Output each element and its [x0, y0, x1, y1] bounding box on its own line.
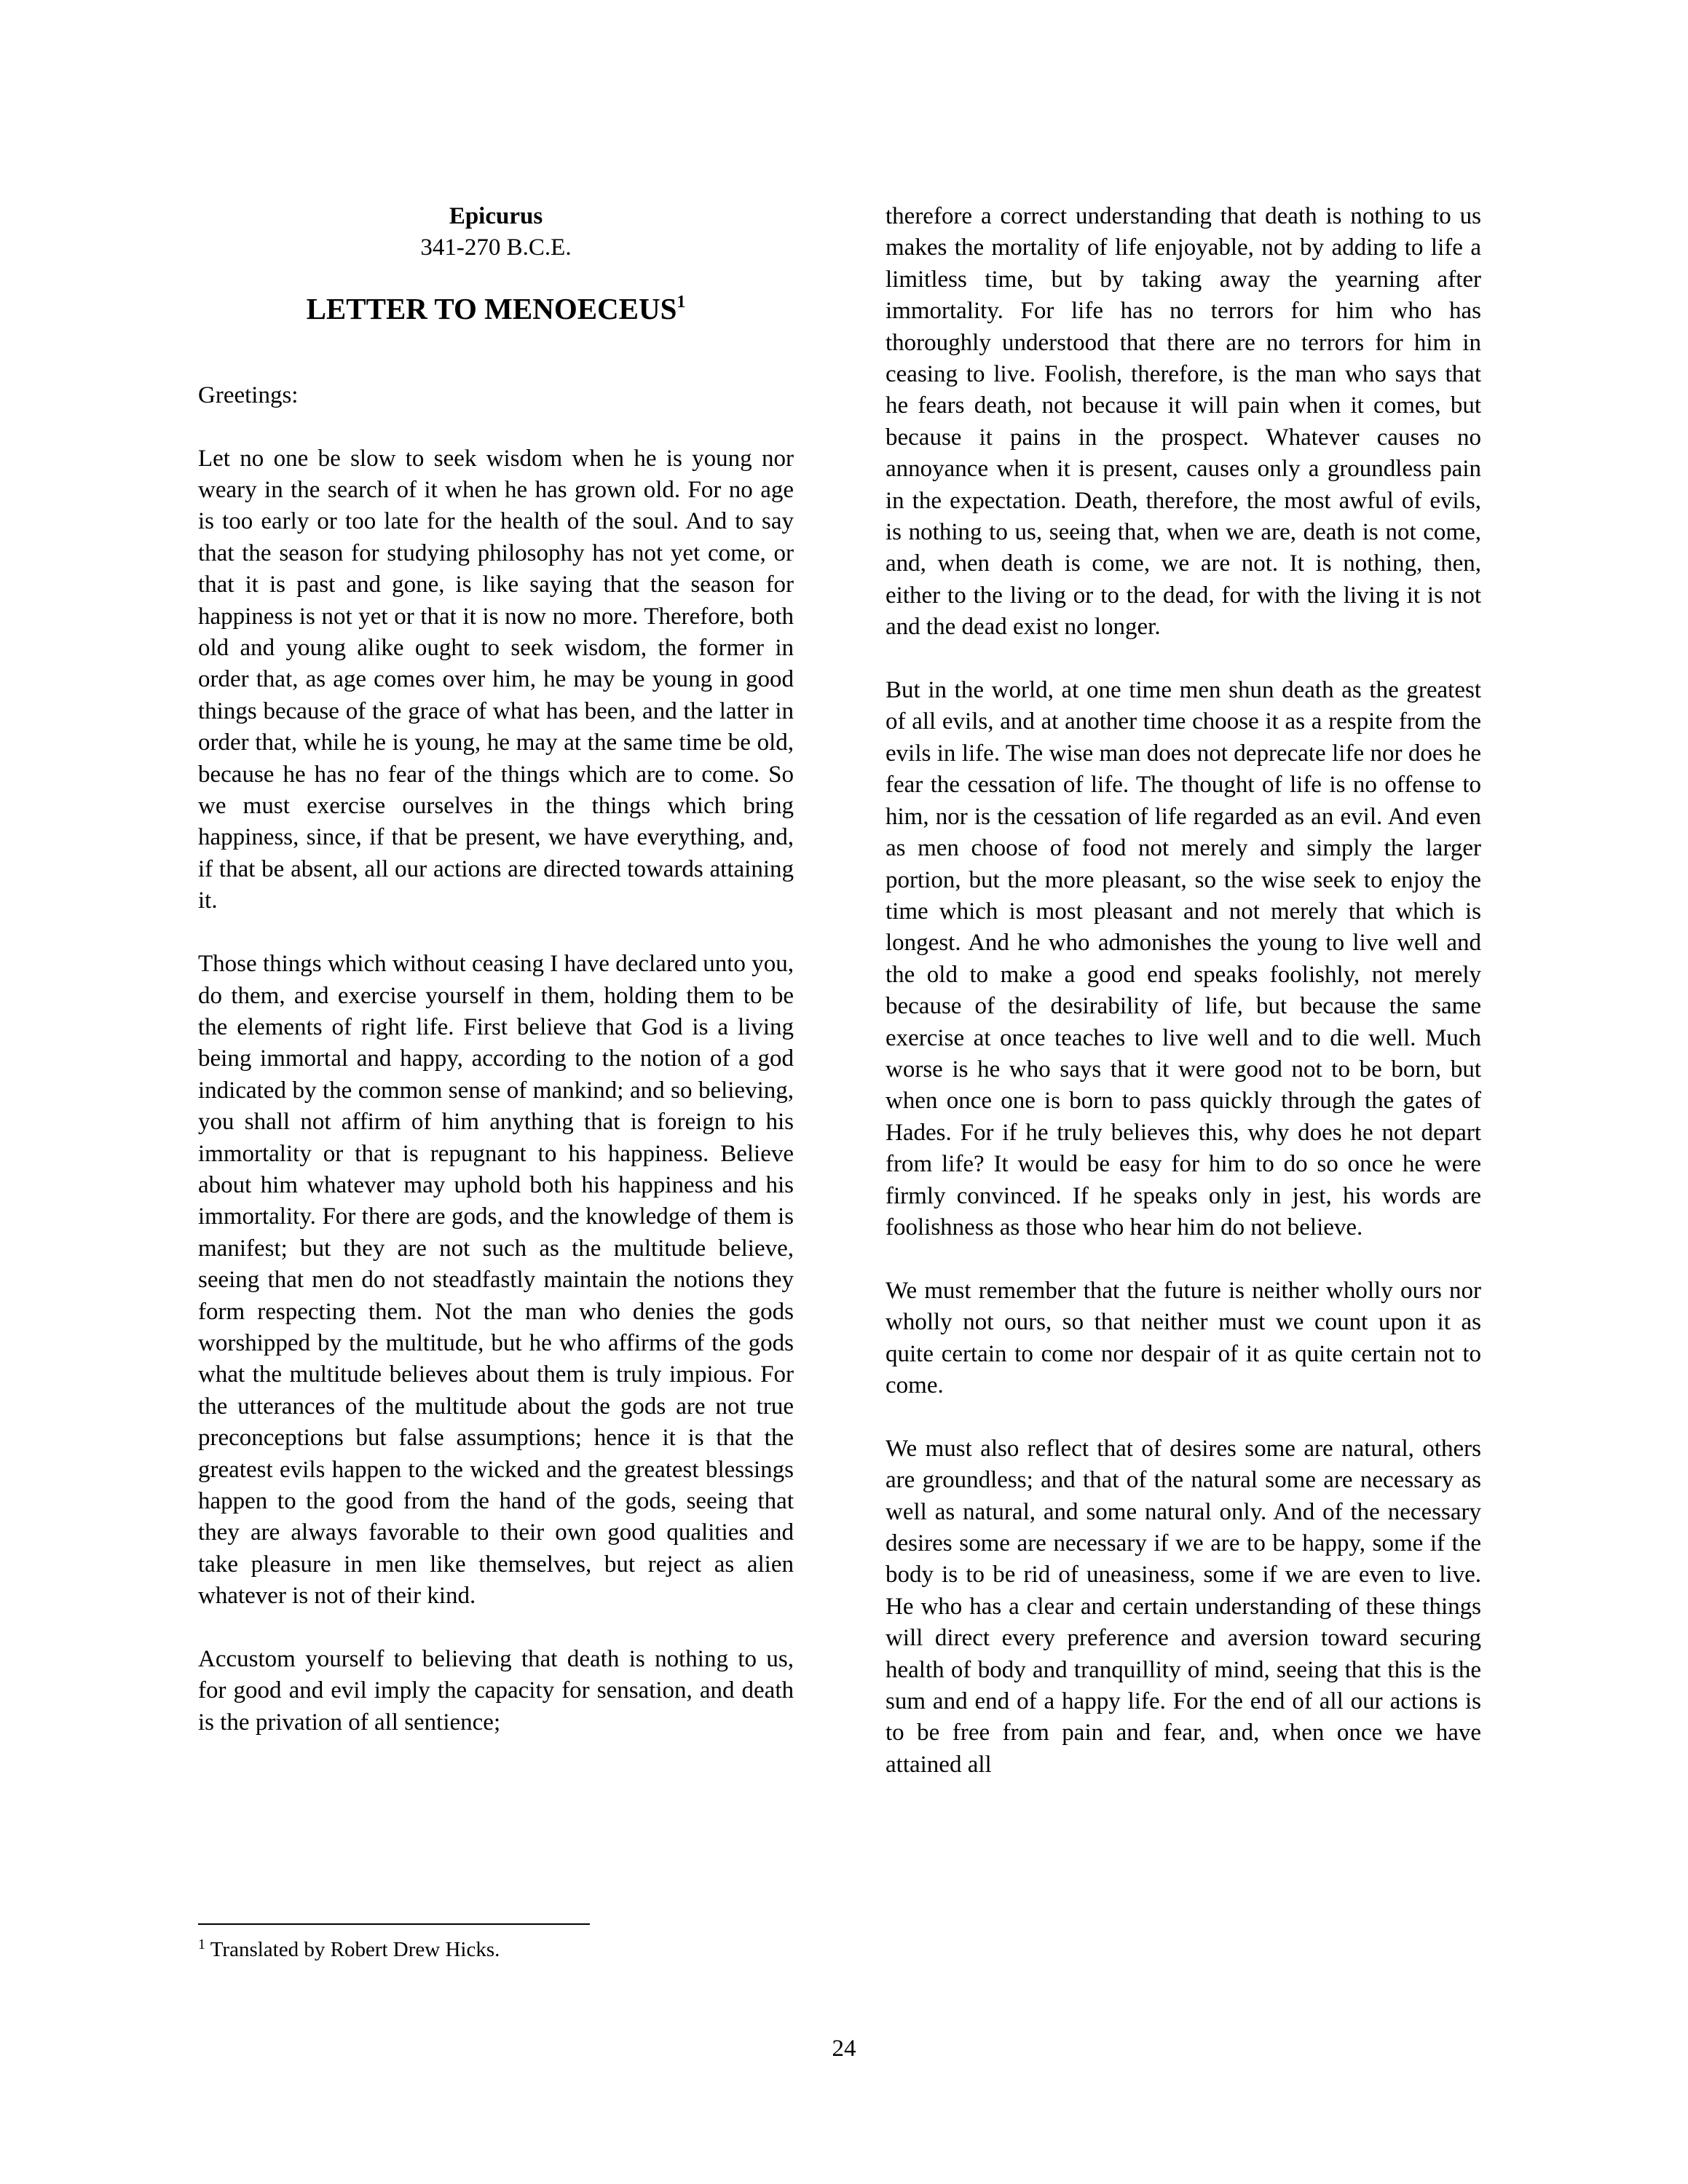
- paragraph: We must remember that the future is neither wholly ours nor wholly not ours, so that neither must we count upon it as quite certain to come nor despair of it as quite certain not to come.: [886, 1277, 1481, 1398]
- letter-title: [198, 290, 794, 327]
- letter-title-text: LETTER TO MENOECEUS: [306, 291, 677, 325]
- left-text-column: [198, 201, 794, 1770]
- right-text-column: [886, 201, 1481, 1813]
- paragraph: Accustom yourself to believing that death is nothing to us, for good and evil imply the capacity for sensation, and death is the privation of all sentience;: [198, 1646, 794, 1736]
- paragraph: therefore a correct understanding that death is nothing to us makes the mortality of life enjoyable, not by adding to life a limitless time, but by taking away the yearning after immortality. For life has no terrors for him who has thoroughly understood that there are no terrors for him in ceasing to live. Foolish, therefore, is the man who says that he fears death, not because it will pain when it comes, but because it pains in the prospect. Whatever causes no annoyance when it is present, causes only a groundless pain in the expectation. Death, therefore, the most awful of evils, is nothing to us, seeing that, when we are, death is not come, and, when death is come, we are not. It is nothing, then, either to the living or to the dead, for with the living it is not and the dead exist no longer.: [886, 203, 1481, 641]
- paragraph: We must also reflect that of desires some are natural, others are groundless; and that of the natural some are necessary as well as natural, and some natural only. And of the necessary desires some are necessary if we are to be happy, some if the body is to be rid of uneasiness, some if we are even to live. He who has a clear and certain understanding of these things will direct every preference and aversion toward securing health of body and tranquillity of mind, seeing that this is the sum and end of a happy life. For the end of all our actions is to be free from pain and fear, and, when once we have attained all: [886, 1435, 1481, 1778]
- document-header: [198, 201, 794, 327]
- footnote-text: Translated by Robert Drew Hicks.: [210, 1938, 500, 1961]
- salutation: Greetings:: [198, 381, 299, 408]
- paragraph: Let no one be slow to seek wisdom when he is young nor weary in the search of it when he has grown old. For no age is too early or too late for the health of the soul. And to say that the season for studying philosophy has not yet come, or that it is past and gone, is like saying that the season for happiness is not yet or that it is now no more. Therefore, both old and young alike ought to seek wisdom, the former in order that, as age comes over him, he may be young in good things because of the grace of what has been, and the latter in order that, while he is young, he may at the same time be old, because he has no fear of the things which are to come. So we must exercise ourselves in the things which bring happiness, since, if that be present, we have everything, and, if that be absent, all our actions are directed towards attaining it.: [198, 445, 794, 914]
- page-number: 24: [832, 2035, 856, 2062]
- paragraph: Those things which without ceasing I have declared unto you, do them, and exercise yourself in them, holding them to be the elements of right life. First believe that God is a living being immortal and happy, according to the notion of a god indicated by the common sense of mankind; and so believing, you shall not affirm of him anything that is foreign to his immortality or that is repugnant to his happiness. Believe about him whatever may uphold both his happiness and his immortality. For there are gods, and the knowledge of them is manifest; but they are not such as the multitude believe, seeing that men do not steadfastly maintain the notions they form respecting them. Not the man who denies the gods worshipped by the multitude, but he who affirms of the gods what the multitude believes about them is truly impious. For the utterances of the multitude about the gods are not true preconceptions but false assumptions; hence it is that the greatest evils happen to the wicked and the greatest blessings happen to the good from the hand of the gods, seeing that they are always favorable to their own good qualities and take pleasure in men like themselves, but reject as alien whatever is not of their kind.: [198, 951, 794, 1610]
- title-footnote-marker[interactable]: 1: [677, 292, 686, 312]
- footnote-marker: 1: [198, 1936, 205, 1952]
- author-name: Epicurus: [449, 203, 543, 229]
- footnote: [198, 1936, 500, 1963]
- footnote-divider: [198, 1923, 590, 1925]
- paragraph: But in the world, at one time men shun death as the greatest of all evils, and at another time choose it as a respite from the evils in life. The wise man does not deprecate life nor does he fear the cessation of life. The thought of life is no offense to him, nor is the cessation of life regarded as an evil. And even as men choose of food not merely and simply the larger portion, but the more pleasant, so the wise seek to enjoy the time which is most pleasant and not merely that which is longest. And he who admonishes the young to live well and the old to make a good end speaks foolishly, not merely because of the desirability of life, but because the same exercise at once teaches to live well and to die well. Much worse is he who says that it were good not to be born, but when once one is born to pass quickly through the gates of Hades. For if he truly believes this, why does he not depart from life? It would be easy for him to do so once he were firmly convinced. If he speaks only in jest, his words are foolishness as those who hear him do not believe.: [886, 677, 1481, 1241]
- author-dates: 341-270 B.C.E.: [420, 234, 572, 261]
